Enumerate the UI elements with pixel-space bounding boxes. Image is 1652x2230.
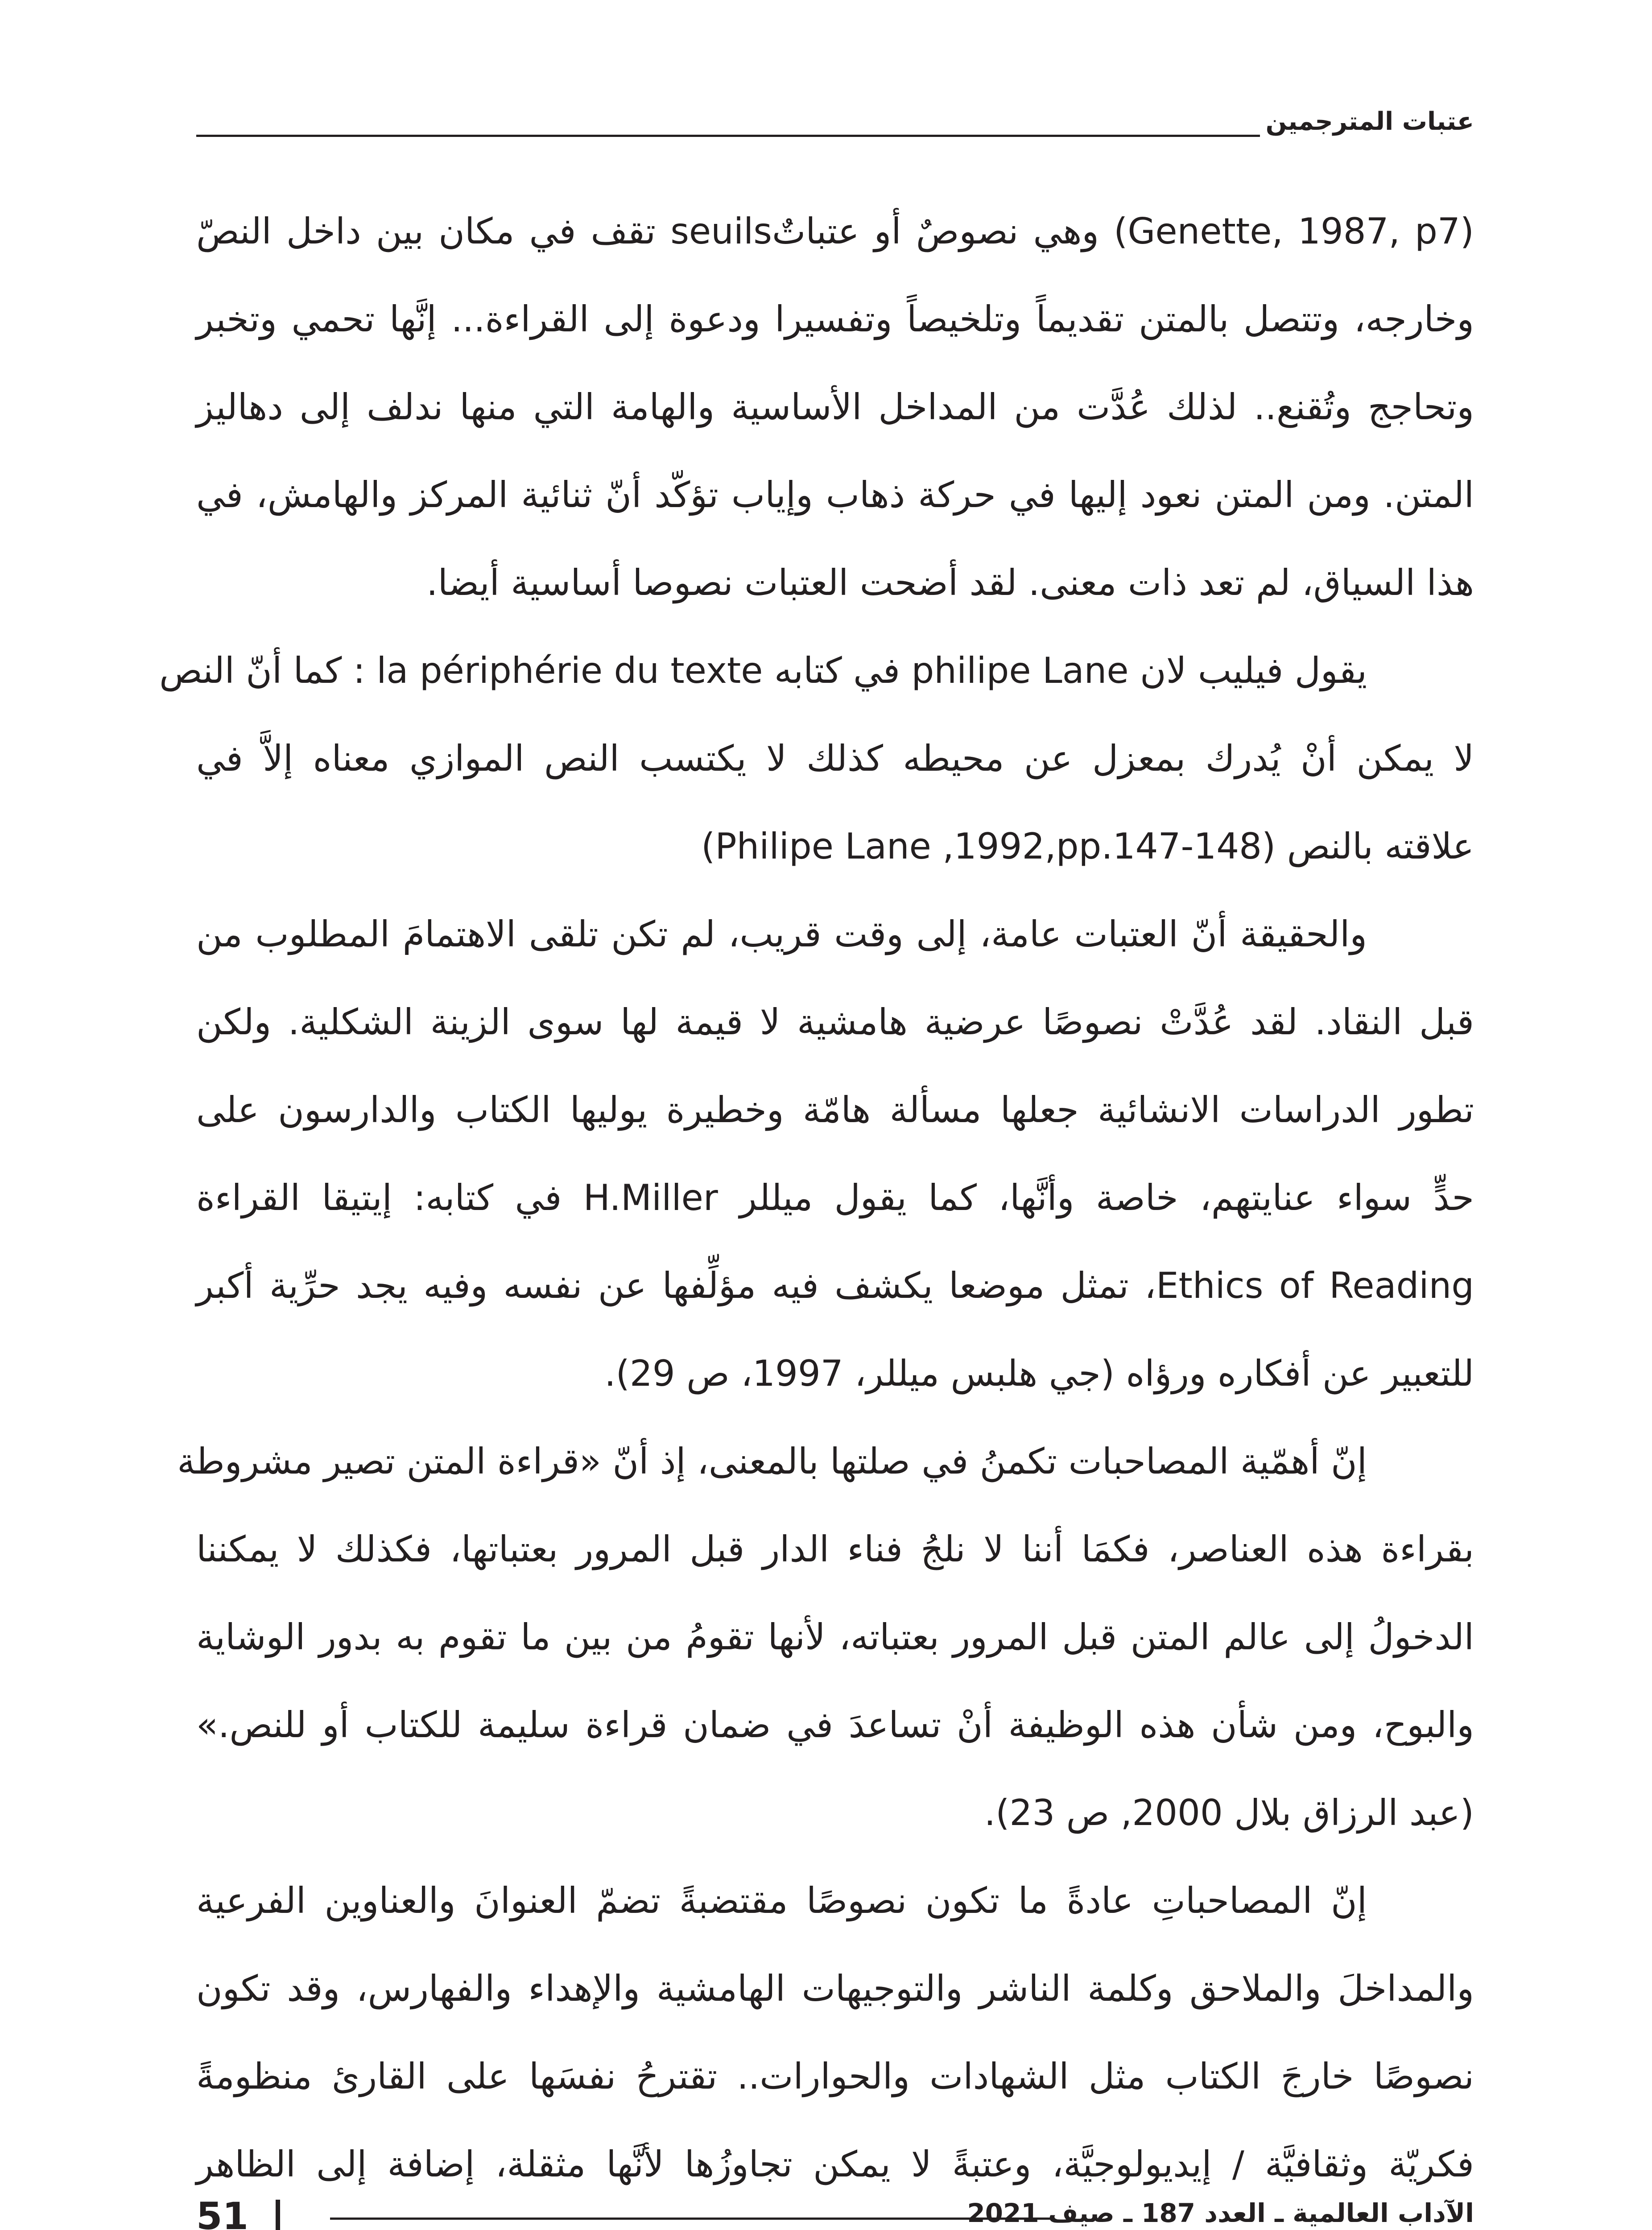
text-line: يقول فيليب لان philipe Lane في كتابه la périphérie du texte : كما أنّ النص — [159, 650, 1367, 691]
text-line: وخارجه، وتتصل بالمتن تقديماً وتلخيصاً وتفسيرا ودعوة إلى القراءة... إنَّها تحمي وتخبر — [196, 298, 1474, 340]
paragraph-1 — [196, 187, 1474, 627]
text-line: بقراءة هذه العناصر، فكمَا أننا لا نلجُ فناء الدار قبل المرور بعتباتها، فكذلك لا يمكننا — [196, 1528, 1474, 1570]
text-line: والحقيقة أنّ العتبات عامة، إلى وقت قريب، لم تكن تلقى الاهتمامَ المطلوب من — [196, 913, 1367, 955]
header-rule — [196, 135, 1260, 137]
text-line: وتحاجج وتُقنع.. لذلك عُدَّت من المداخل الأساسية والهامة التي منها ندلف إلى دهاليز — [196, 386, 1474, 428]
page-footer — [196, 2194, 1474, 2230]
text-line: نصوصًا خارجَ الكتاب مثل الشهادات والحوارات.. تقترحُ نفسَها على القارئ منظومةً — [196, 2056, 1474, 2097]
text-line: حدٍّ سواء عنايتهم، خاصة وأنَّها، كما يقول ميللر H.Miller في كتابه: إيتيقا القراءة — [196, 1177, 1474, 1218]
text-line: فكريّة وثقافيَّة / إيديولوجيَّة، وعتبةً لا يمكن تجاوزُها لأنَّها مثقلة، إضافة إلى الظاهر — [196, 2143, 1474, 2185]
text-line: الدخولُ إلى عالم المتن قبل المرور بعتباته، لأنها تقومُ من بين ما تقوم به بدور الوشاية — [196, 1616, 1474, 1658]
text-line: إنّ المصاحباتِ عادةً ما تكون نصوصًا مقتضبةً تضمّ العنوانَ والعناوين الفرعية — [196, 1880, 1367, 1921]
text-line: للتعبير عن أفكاره ورؤاه (جي هلبس ميللر، 1997، ص 29). — [604, 1353, 1474, 1394]
paragraph-4 — [177, 1417, 1474, 1857]
text-line: والمداخلَ والملاحق وكلمة الناشر والتوجيهات الهامشية والإهداء والفهارس، وقد تكون — [196, 1968, 1474, 2009]
text-line: والبوح، ومن شأن هذه الوظيفة أنْ تساعدَ في ضمان قراءة سليمة للكتاب أو للنص.» — [196, 1704, 1474, 1746]
paragraph-2 — [159, 627, 1474, 890]
running-header — [196, 103, 1474, 156]
text-line: (Genette, 1987, p7) وهي نصوصٌ أو عتباتٌseuils تقف في مكان بين داخل النصّ — [196, 211, 1474, 252]
article-body — [159, 187, 1474, 2230]
text-line: إنّ أهمّية المصاحبات تكمنُ في صلتها بالمعنى، إذ أنّ «قراءة المتن تصير مشروطة — [177, 1441, 1367, 1482]
paragraph-3 — [196, 890, 1474, 1417]
footer-rule — [330, 2218, 1055, 2220]
text-line: المتن. ومن المتن نعود إليها في حركة ذهاب وإياب تؤكّد أنّ ثنائية المركز والهامش، في — [196, 474, 1474, 516]
text-line: (عبد الرزاق بلال 2000, ص 23). — [984, 1792, 1474, 1834]
text-line: لا يمكن أنْ يُدرك بمعزل عن محيطه كذلك لا يكتسب النص الموازي معناه إلاَّ في — [196, 738, 1474, 779]
text-line: تطور الدراسات الانشائية جعلها مسألة هامّة وخطيرة يوليها الكتاب والدارسون على — [196, 1089, 1474, 1131]
paragraph-5 — [196, 1857, 1474, 2230]
footer-separator — [276, 2200, 280, 2230]
text-line: علاقته بالنص (Philipe Lane ,1992,pp.147-148) — [701, 826, 1474, 867]
journal-issue: الآداب العالمية ـ العدد 187 ـ صيف 2021 — [967, 2198, 1474, 2228]
page-number: 51 — [196, 2194, 248, 2230]
text-line: هذا السياق، لم تعد ذات معنى. لقد أضحت العتبات نصوصا أساسية أيضا. — [426, 562, 1474, 603]
header-title: عتبات المترجمين — [1265, 107, 1474, 136]
text-line: قبل النقاد. لقد عُدَّتْ نصوصًا عرضية هامشية لا قيمة لها سوى الزينة الشكلية. ولكن — [196, 1001, 1474, 1043]
text-line: Ethics of Reading، تمثل موضعا يكشف فيه مؤلِّفها عن نفسه وفيه يجد حرِّية أكبر — [196, 1265, 1474, 1306]
